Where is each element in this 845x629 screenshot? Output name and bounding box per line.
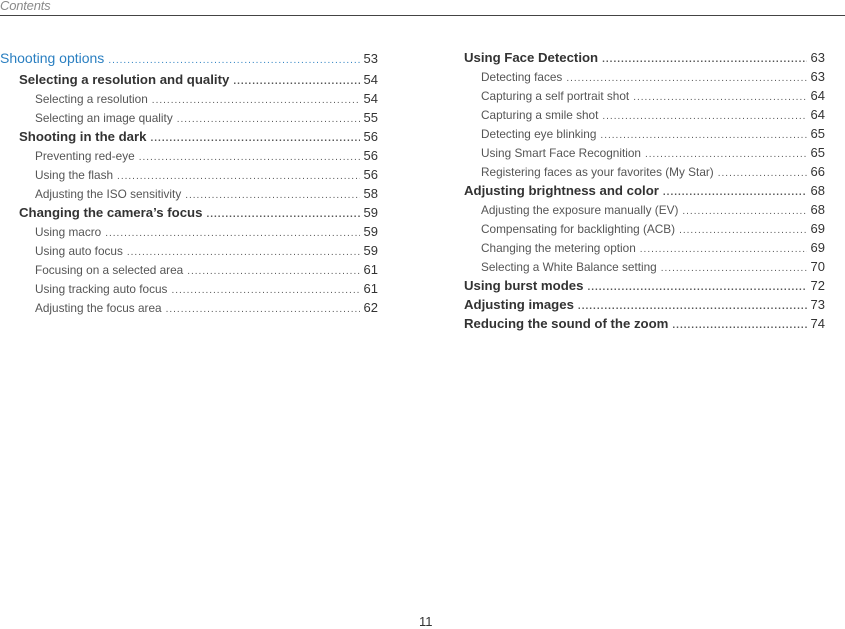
toc-chapter-entry[interactable]	[0, 205, 378, 224]
toc-entry-label: Capturing a smile shot	[481, 108, 599, 122]
toc-entry-page: 58	[363, 186, 378, 201]
page-header-title: Contents	[0, 0, 51, 13]
toc-topic-entry[interactable]	[0, 262, 378, 281]
toc-entry-label: Using the flash	[35, 168, 114, 182]
toc-entry-page: 65	[810, 126, 825, 141]
toc-entry-label: Adjusting the exposure manually (EV)	[481, 203, 679, 217]
toc-entry-label: Capturing a self portrait shot	[481, 89, 630, 103]
toc-entry-page: 68	[810, 202, 825, 217]
toc-topic-entry[interactable]	[0, 243, 378, 262]
toc-section-entry[interactable]	[0, 50, 378, 72]
toc-entry-label: Changing the metering option	[481, 241, 636, 255]
toc-leader-dots	[108, 55, 359, 66]
toc-leader-dots	[152, 95, 360, 106]
toc-topic-entry[interactable]	[464, 69, 825, 88]
toc-leader-dots	[679, 225, 806, 236]
toc-entry-label: Using tracking auto focus	[35, 282, 168, 296]
toc-leader-dots	[602, 111, 806, 122]
toc-leader-dots	[233, 76, 359, 87]
toc-topic-entry[interactable]	[0, 300, 378, 319]
toc-leader-dots	[682, 206, 806, 217]
page-number: 11	[419, 614, 433, 629]
toc-leader-dots	[661, 263, 807, 274]
toc-leader-dots	[105, 228, 359, 239]
toc-chapter-entry[interactable]	[0, 129, 378, 148]
toc-entry-page: 55	[363, 110, 378, 125]
toc-topic-entry[interactable]	[464, 221, 825, 240]
toc-leader-dots	[672, 320, 806, 331]
toc-leader-dots	[166, 304, 360, 315]
toc-topic-entry[interactable]	[0, 167, 378, 186]
toc-entry-page: 59	[363, 224, 378, 239]
toc-topic-entry[interactable]	[464, 126, 825, 145]
toc-entry-label: Using Smart Face Recognition	[481, 146, 641, 160]
toc-entry-label: Adjusting images	[464, 297, 574, 312]
toc-leader-dots	[602, 54, 806, 65]
toc-leader-dots	[663, 187, 807, 198]
toc-entry-page: 64	[810, 107, 825, 122]
toc-chapter-entry[interactable]	[464, 278, 825, 297]
toc-chapter-entry[interactable]	[464, 183, 825, 202]
toc-topic-entry[interactable]	[0, 110, 378, 129]
toc-entry-page: 72	[810, 278, 825, 293]
toc-entry-page: 59	[363, 205, 378, 220]
toc-topic-entry[interactable]	[464, 202, 825, 221]
toc-entry-page: 69	[810, 221, 825, 236]
toc-leader-dots	[117, 171, 359, 182]
toc-entry-label: Using auto focus	[35, 244, 123, 258]
toc-entry-page: 59	[363, 243, 378, 258]
toc-chapter-entry[interactable]	[464, 50, 825, 69]
toc-topic-entry[interactable]	[0, 281, 378, 300]
toc-leader-dots	[566, 73, 806, 84]
toc-topic-entry[interactable]	[464, 240, 825, 259]
toc-entry-page: 65	[810, 145, 825, 160]
toc-right-column	[464, 50, 825, 335]
toc-entry-label: Detecting faces	[481, 70, 563, 84]
toc-entry-label: Registering faces as your favorites (My Star)	[481, 165, 714, 179]
toc-topic-entry[interactable]	[0, 186, 378, 205]
toc-entry-page: 68	[810, 183, 825, 198]
toc-topic-entry[interactable]	[464, 88, 825, 107]
toc-leader-dots	[600, 130, 806, 141]
toc-topic-entry[interactable]	[464, 164, 825, 183]
toc-entry-page: 73	[810, 297, 825, 312]
toc-entry-label: Adjusting the ISO sensitivity	[35, 187, 182, 201]
toc-leader-dots	[139, 152, 360, 163]
toc-entry-page: 54	[363, 91, 378, 106]
toc-entry-label: Selecting a resolution	[35, 92, 148, 106]
toc-topic-entry[interactable]	[464, 259, 825, 278]
toc-leader-dots	[187, 266, 359, 277]
toc-entry-label: Selecting a White Balance setting	[481, 260, 657, 274]
toc-entry-label: Selecting an image quality	[35, 111, 173, 125]
toc-entry-label: Focusing on a selected area	[35, 263, 184, 277]
toc-entry-label: Using macro	[35, 225, 102, 239]
toc-leader-dots	[645, 149, 807, 160]
toc-entry-page: 69	[810, 240, 825, 255]
toc-topic-entry[interactable]	[0, 148, 378, 167]
toc-entry-page: 56	[363, 167, 378, 182]
toc-leader-dots	[578, 301, 807, 312]
toc-topic-entry[interactable]	[464, 145, 825, 164]
toc-entry-page: 61	[363, 281, 378, 296]
toc-entry-page: 63	[810, 69, 825, 84]
toc-topic-entry[interactable]	[0, 91, 378, 110]
toc-entry-label: Selecting a resolution and quality	[19, 72, 230, 87]
toc-entry-label: Detecting eye blinking	[481, 127, 597, 141]
toc-entry-page: 56	[363, 148, 378, 163]
toc-entry-label: Shooting in the dark	[19, 129, 147, 144]
toc-chapter-entry[interactable]	[0, 72, 378, 91]
toc-entry-page: 61	[363, 262, 378, 277]
toc-entry-page: 63	[810, 50, 825, 65]
toc-leader-dots	[150, 133, 359, 144]
toc-topic-entry[interactable]	[464, 107, 825, 126]
toc-leader-dots	[177, 114, 360, 125]
toc-entry-page: 66	[810, 164, 825, 179]
toc-chapter-entry[interactable]	[464, 316, 825, 335]
toc-leader-dots	[587, 282, 806, 293]
toc-leader-dots	[127, 247, 360, 258]
toc-topic-entry[interactable]	[0, 224, 378, 243]
toc-entry-label: Preventing red-eye	[35, 149, 135, 163]
toc-leader-dots	[718, 168, 807, 179]
toc-left-column	[0, 50, 378, 319]
toc-entry-label: Using Face Detection	[464, 50, 599, 65]
toc-entry-page: 53	[363, 51, 378, 66]
toc-leader-dots	[633, 92, 806, 103]
toc-entry-label: Shooting options	[0, 50, 105, 66]
toc-chapter-entry[interactable]	[464, 297, 825, 316]
toc-entry-page: 64	[810, 88, 825, 103]
toc-entry-label: Reducing the sound of the zoom	[464, 316, 669, 331]
toc-entry-label: Adjusting brightness and color	[464, 183, 659, 198]
toc-leader-dots	[171, 285, 359, 296]
toc-entry-page: 56	[363, 129, 378, 144]
toc-entry-page: 74	[810, 316, 825, 331]
toc-entry-label: Adjusting the focus area	[35, 301, 162, 315]
toc-entry-page: 62	[363, 300, 378, 315]
header-divider	[0, 15, 845, 16]
toc-leader-dots	[206, 209, 359, 220]
toc-entry-label: Compensating for backlighting (ACB)	[481, 222, 676, 236]
toc-entry-label: Changing the camera’s focus	[19, 205, 203, 220]
toc-entry-page: 70	[810, 259, 825, 274]
toc-entry-label: Using burst modes	[464, 278, 584, 293]
toc-leader-dots	[185, 190, 359, 201]
toc-entry-page: 54	[363, 72, 378, 87]
toc-leader-dots	[640, 244, 807, 255]
